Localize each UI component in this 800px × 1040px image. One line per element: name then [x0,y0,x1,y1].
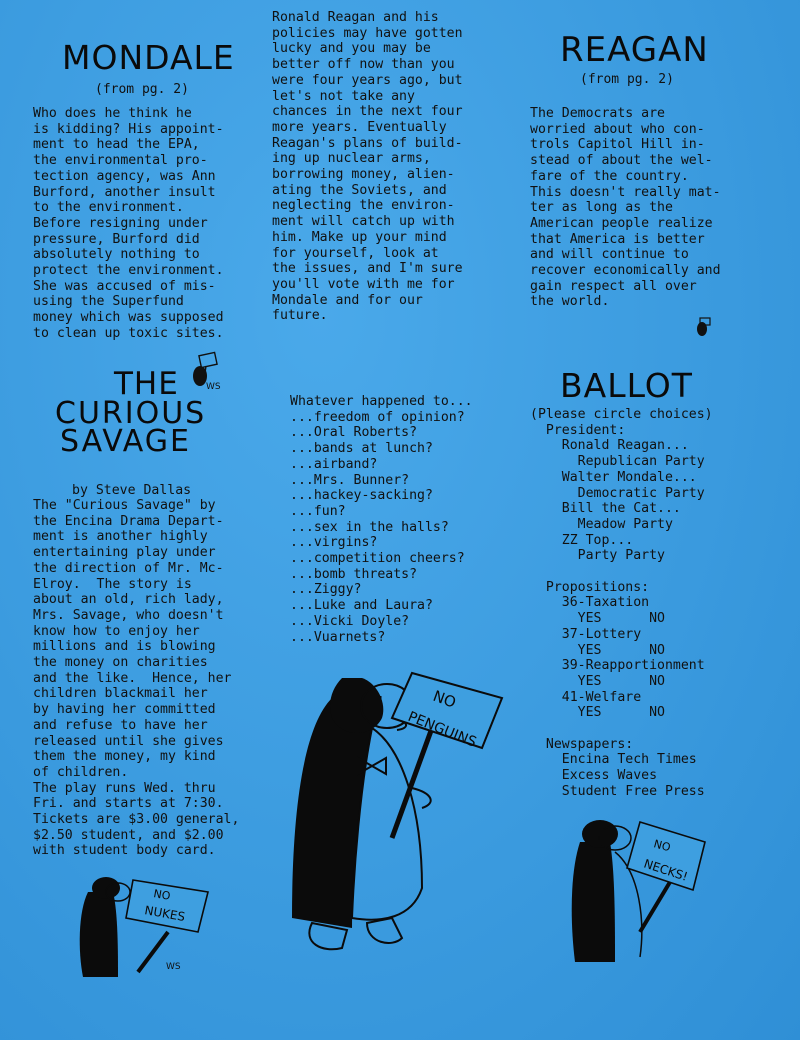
savage-text-line: the direction of Mr. Mc- [33,560,224,576]
mondale-text-line: is kidding? His appoint- [33,121,224,137]
savage-text-line: Elroy. The story is [33,576,192,592]
middle-text-line: the issues, and I'm sure [272,261,463,277]
ballot-text-line: 41-Welfare [530,689,642,705]
mondale-heading: MONDALE [62,38,235,77]
savage-text-line: children blackmail her [33,686,208,702]
sign-no-necks-line1: NO [652,837,672,855]
ballot-text-line: Newspapers: [530,736,634,752]
whatever-text-line: ...Mrs. Bunner? [290,472,410,488]
sign-no-nukes-line1: NO [152,887,172,903]
middle-text-line: ing up nuclear arms, [272,151,431,167]
reagan-text-line: trols Capitol Hill in- [530,137,705,153]
savage-text-line: about an old, rich lady, [33,592,224,608]
ballot-text-line: ZZ Top... [530,532,634,548]
whatever-text-line: ...Luke and Laura? [290,598,433,614]
reagan-text-line: ter as long as the [530,200,673,216]
whatever-text-line: Whatever happened to... [290,394,473,409]
reagan-text-line: stead of about the wel- [530,153,713,169]
savage-text-line: entertaining play under [33,545,216,561]
ballot-text-line: Democratic Party [530,485,705,501]
savage-text-line: know how to enjoy her [33,623,200,639]
savage-heading-the: THE [114,366,179,402]
savage-text-line: of children. [33,764,129,780]
reagan-text-line: fare of the country. [530,168,689,184]
mondale-column [33,106,224,342]
ballot-text-line: Meadow Party [530,516,673,532]
middle-column [272,10,463,324]
mondale-text-line: using the Superfund [33,294,184,310]
whatever-text-line: ...Ziggy? [290,582,362,598]
middle-text-line: Reagan's plans of build- [272,135,463,151]
savage-byline: by Steve Dallas [72,483,192,498]
reagan-heading: REAGAN [560,30,709,70]
middle-text-line: for yourself, look at [272,245,439,261]
ballot-text-line: YES NO [530,642,665,658]
reagan-text-line: The Democrats are [530,106,665,121]
ballot-text-line: YES NO [530,673,665,689]
whatever-text-line: ...hackey-sacking? [290,488,433,504]
savage-text-line: Tickets are $3.00 general, [33,812,240,828]
whatever-text-line: ...freedom of opinion? [290,409,465,425]
middle-text-line: ating the Soviets, and [272,182,447,198]
whatever-text-line: ...competition cheers? [290,551,465,567]
mondale-text-line: Who does he think he [33,106,192,121]
savage-text-line: $2.50 student, and $2.00 [33,827,224,843]
whatever-text-line: ...Vicki Doyle? [290,613,410,629]
ballot-text-line: Propositions: [530,579,650,595]
whatever-text-line: ...bomb threats? [290,566,418,582]
middle-text-line: ment will catch up with [272,214,455,230]
middle-text-line: chances in the next four [272,104,463,120]
ballot-text-line: YES NO [530,705,665,721]
mondale-text-line: to the environment. [33,200,184,216]
savage-initials: WS [206,382,221,392]
ballot-column [530,407,713,800]
middle-text-line: better off now than you [272,57,455,73]
ballot-text-line: Party Party [530,548,665,564]
whatever-text-line: ...sex in the halls? [290,519,449,535]
middle-text-line: neglecting the environ- [272,198,455,214]
reagan-text-line: recover economically and [530,263,721,279]
penguin-no-nukes-illustration [78,872,218,982]
middle-text-line: let's not take any [272,88,415,104]
savage-text-line: The "Curious Savage" by [33,498,216,513]
ballot-text-line: Ronald Reagan... [530,438,689,454]
middle-text-line: Ronald Reagan and his [272,10,439,25]
mondale-text-line: protect the environment. [33,263,224,279]
penguin-protest-illustration [272,668,512,958]
reagan-text-line: and will continue to [530,247,689,263]
ballot-text-line: YES NO [530,611,665,627]
reagan-text-line: the world. [530,294,610,310]
savage-heading-curious: CURIOUS [55,396,207,431]
middle-text-line: more years. Eventually [272,119,447,135]
whatever-text-line: ...Vuarnets? [290,629,386,645]
ballot-text-line: President: [530,422,626,438]
middle-text-line: Mondale and for our [272,292,423,308]
ballot-text-line: Bill the Cat... [530,501,681,517]
ballot-text-line: Student Free Press [530,783,705,799]
savage-text-line: ment is another highly [33,529,208,545]
mondale-text-line: Before resigning under [33,215,208,231]
whatever-column [290,394,473,645]
mondale-text-line: the environmental pro- [33,153,208,169]
mondale-text-line: money which was supposed [33,310,224,326]
middle-text-line: you'll vote with me for [272,276,455,292]
ballot-heading: BALLOT [560,366,693,405]
small-penguin-icon [692,316,714,338]
ballot-text-line: Walter Mondale... [530,469,697,485]
whatever-text-line: ...Oral Roberts? [290,425,418,441]
middle-text-line: were four years ago, but [272,72,463,88]
savage-text-line: by having her committed [33,702,216,718]
whatever-text-line: ...airband? [290,456,378,472]
middle-text-line: future. [272,308,328,324]
mondale-from-note: (from pg. 2) [95,82,189,97]
reagan-text-line: gain respect all over [530,278,697,294]
savage-text-line: The play runs Wed. thru [33,780,216,796]
mondale-text-line: absolutely nothing to [33,247,200,263]
mondale-text-line: tection agency, was Ann [33,168,216,184]
mondale-text-line: ment to head the EPA, [33,137,200,153]
savage-text-line: with student body card. [33,843,216,859]
sign-no-penguins-line2: PENGUINS [405,708,479,751]
whatever-text-line: ...fun? [290,503,346,519]
middle-text-line: him. Make up your mind [272,229,447,245]
savage-text-line: them the money, my kind [33,749,216,765]
mondale-text-line: Burford, another insult [33,184,216,200]
savage-text-line: and the like. Hence, her [33,670,232,686]
reagan-column [530,106,721,310]
ballot-text-line: Excess Waves [530,768,658,784]
reagan-text-line: that America is better [530,231,705,247]
whatever-text-line: ...virgins? [290,535,378,551]
bottom-initials: WS [166,962,181,972]
savage-text-line: millions and is blowing [33,639,216,655]
ballot-text-line [530,721,713,737]
middle-text-line: policies may have gotten [272,25,463,41]
savage-text-line: Mrs. Savage, who doesn't [33,607,224,623]
ballot-text-line: 39-Reapportionment [530,658,705,674]
savage-text-line: the Encina Drama Depart- [33,513,224,529]
savage-text-line: released until she gives [33,733,224,749]
mondale-text-line: pressure, Burford did [33,231,200,247]
ballot-text-line: Encina Tech Times [530,752,697,768]
mondale-text-line: to clean up toxic sites. [33,325,224,341]
reagan-text-line: worried about who con- [530,121,705,137]
savage-heading-savage: SAVAGE [60,424,192,459]
ballot-text-line: Republican Party [530,454,705,470]
ballot-text-line [530,564,713,580]
reagan-from-note: (from pg. 2) [580,72,674,87]
whatever-text-line: ...bands at lunch? [290,441,433,457]
sign-no-necks-line2: NECKS! [642,856,690,884]
penguin-no-necks-illustration [565,812,715,972]
savage-text-line: the money on charities [33,655,208,671]
middle-text-line: borrowing money, alien- [272,167,455,183]
sign-no-nukes-line2: NUKES [143,903,187,925]
ballot-text-line: 36-Taxation [530,595,650,611]
savage-text-line: and refuse to have her [33,717,208,733]
reagan-text-line: American people realize [530,215,713,231]
sign-no-penguins-line1: NO [430,686,459,712]
ballot-text-line: 37-Lottery [530,626,642,642]
mondale-text-line: She was accused of mis- [33,278,216,294]
reagan-text-line: This doesn't really mat- [530,184,721,200]
savage-column [33,498,239,859]
ballot-text-line: (Please circle choices) [530,407,713,422]
middle-text-line: lucky and you may be [272,41,431,57]
savage-text-line: Fri. and starts at 7:30. [33,796,224,812]
